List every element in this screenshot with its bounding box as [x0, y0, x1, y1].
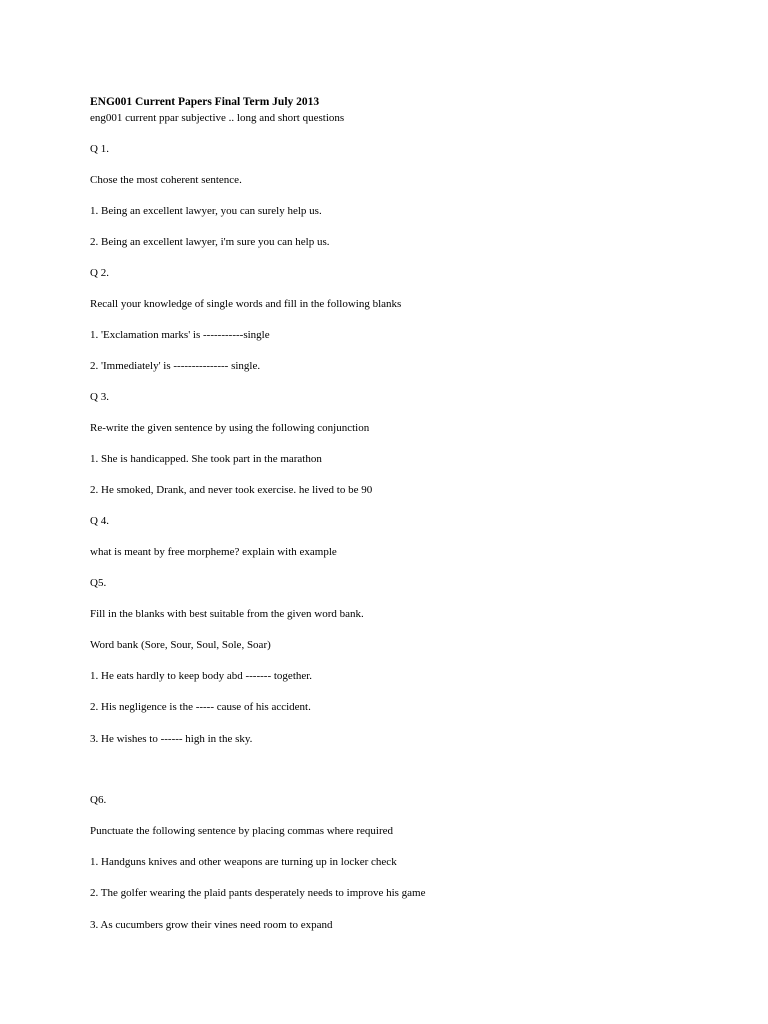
question-item: 1. Handguns knives and other weapons are turning up in locker check [90, 856, 397, 868]
question-label-q6: Q6. [90, 794, 107, 806]
document-subtitle: eng001 current ppar subjective .. long and short questions [90, 112, 345, 124]
question-prompt-q2: Recall your knowledge of single words and fill in the following blanks [90, 298, 402, 310]
question-item: 1. Being an excellent lawyer, you can surely help us. [90, 205, 322, 217]
document-title: ENG001 Current Papers Final Term July 2013 [90, 96, 320, 108]
question-prompt-q3: Re-write the given sentence by using the following conjunction [90, 422, 370, 434]
question-item: 1. He eats hardly to keep body abd ------- together. [90, 670, 313, 682]
question-item: 1. 'Exclamation marks' is -----------single [90, 329, 270, 341]
question-label-q4: Q 4. [90, 515, 109, 527]
question-prompt-q1: Chose the most coherent sentence. [90, 174, 242, 186]
question-label-q2: Q 2. [90, 267, 109, 279]
question-item: 3. As cucumbers grow their vines need room to expand [90, 919, 333, 931]
question-item: 2. He smoked, Drank, and never took exercise. he lived to be 90 [90, 484, 373, 496]
question-item: 2. His negligence is the ----- cause of his accident. [90, 701, 311, 713]
question-prompt-q6: Punctuate the following sentence by placing commas where required [90, 825, 394, 837]
question-label-q3: Q 3. [90, 391, 109, 403]
question-prompt-q5: Fill in the blanks with best suitable from the given word bank. [90, 608, 364, 620]
question-item: 3. He wishes to ------ high in the sky. [90, 733, 253, 745]
question-label-q1: Q 1. [90, 143, 109, 155]
question-item: 2. 'Immediately' is --------------- single. [90, 360, 261, 372]
word-bank: Word bank (Sore, Sour, Soul, Sole, Soar) [90, 639, 271, 651]
question-item: 1. She is handicapped. She took part in the marathon [90, 453, 322, 465]
question-label-q5: Q5. [90, 577, 107, 589]
question-item: 2. Being an excellent lawyer, i'm sure you can help us. [90, 236, 330, 248]
question-item: 2. The golfer wearing the plaid pants desperately needs to improve his game [90, 887, 426, 899]
question-prompt-q4: what is meant by free morpheme? explain with example [90, 546, 337, 558]
